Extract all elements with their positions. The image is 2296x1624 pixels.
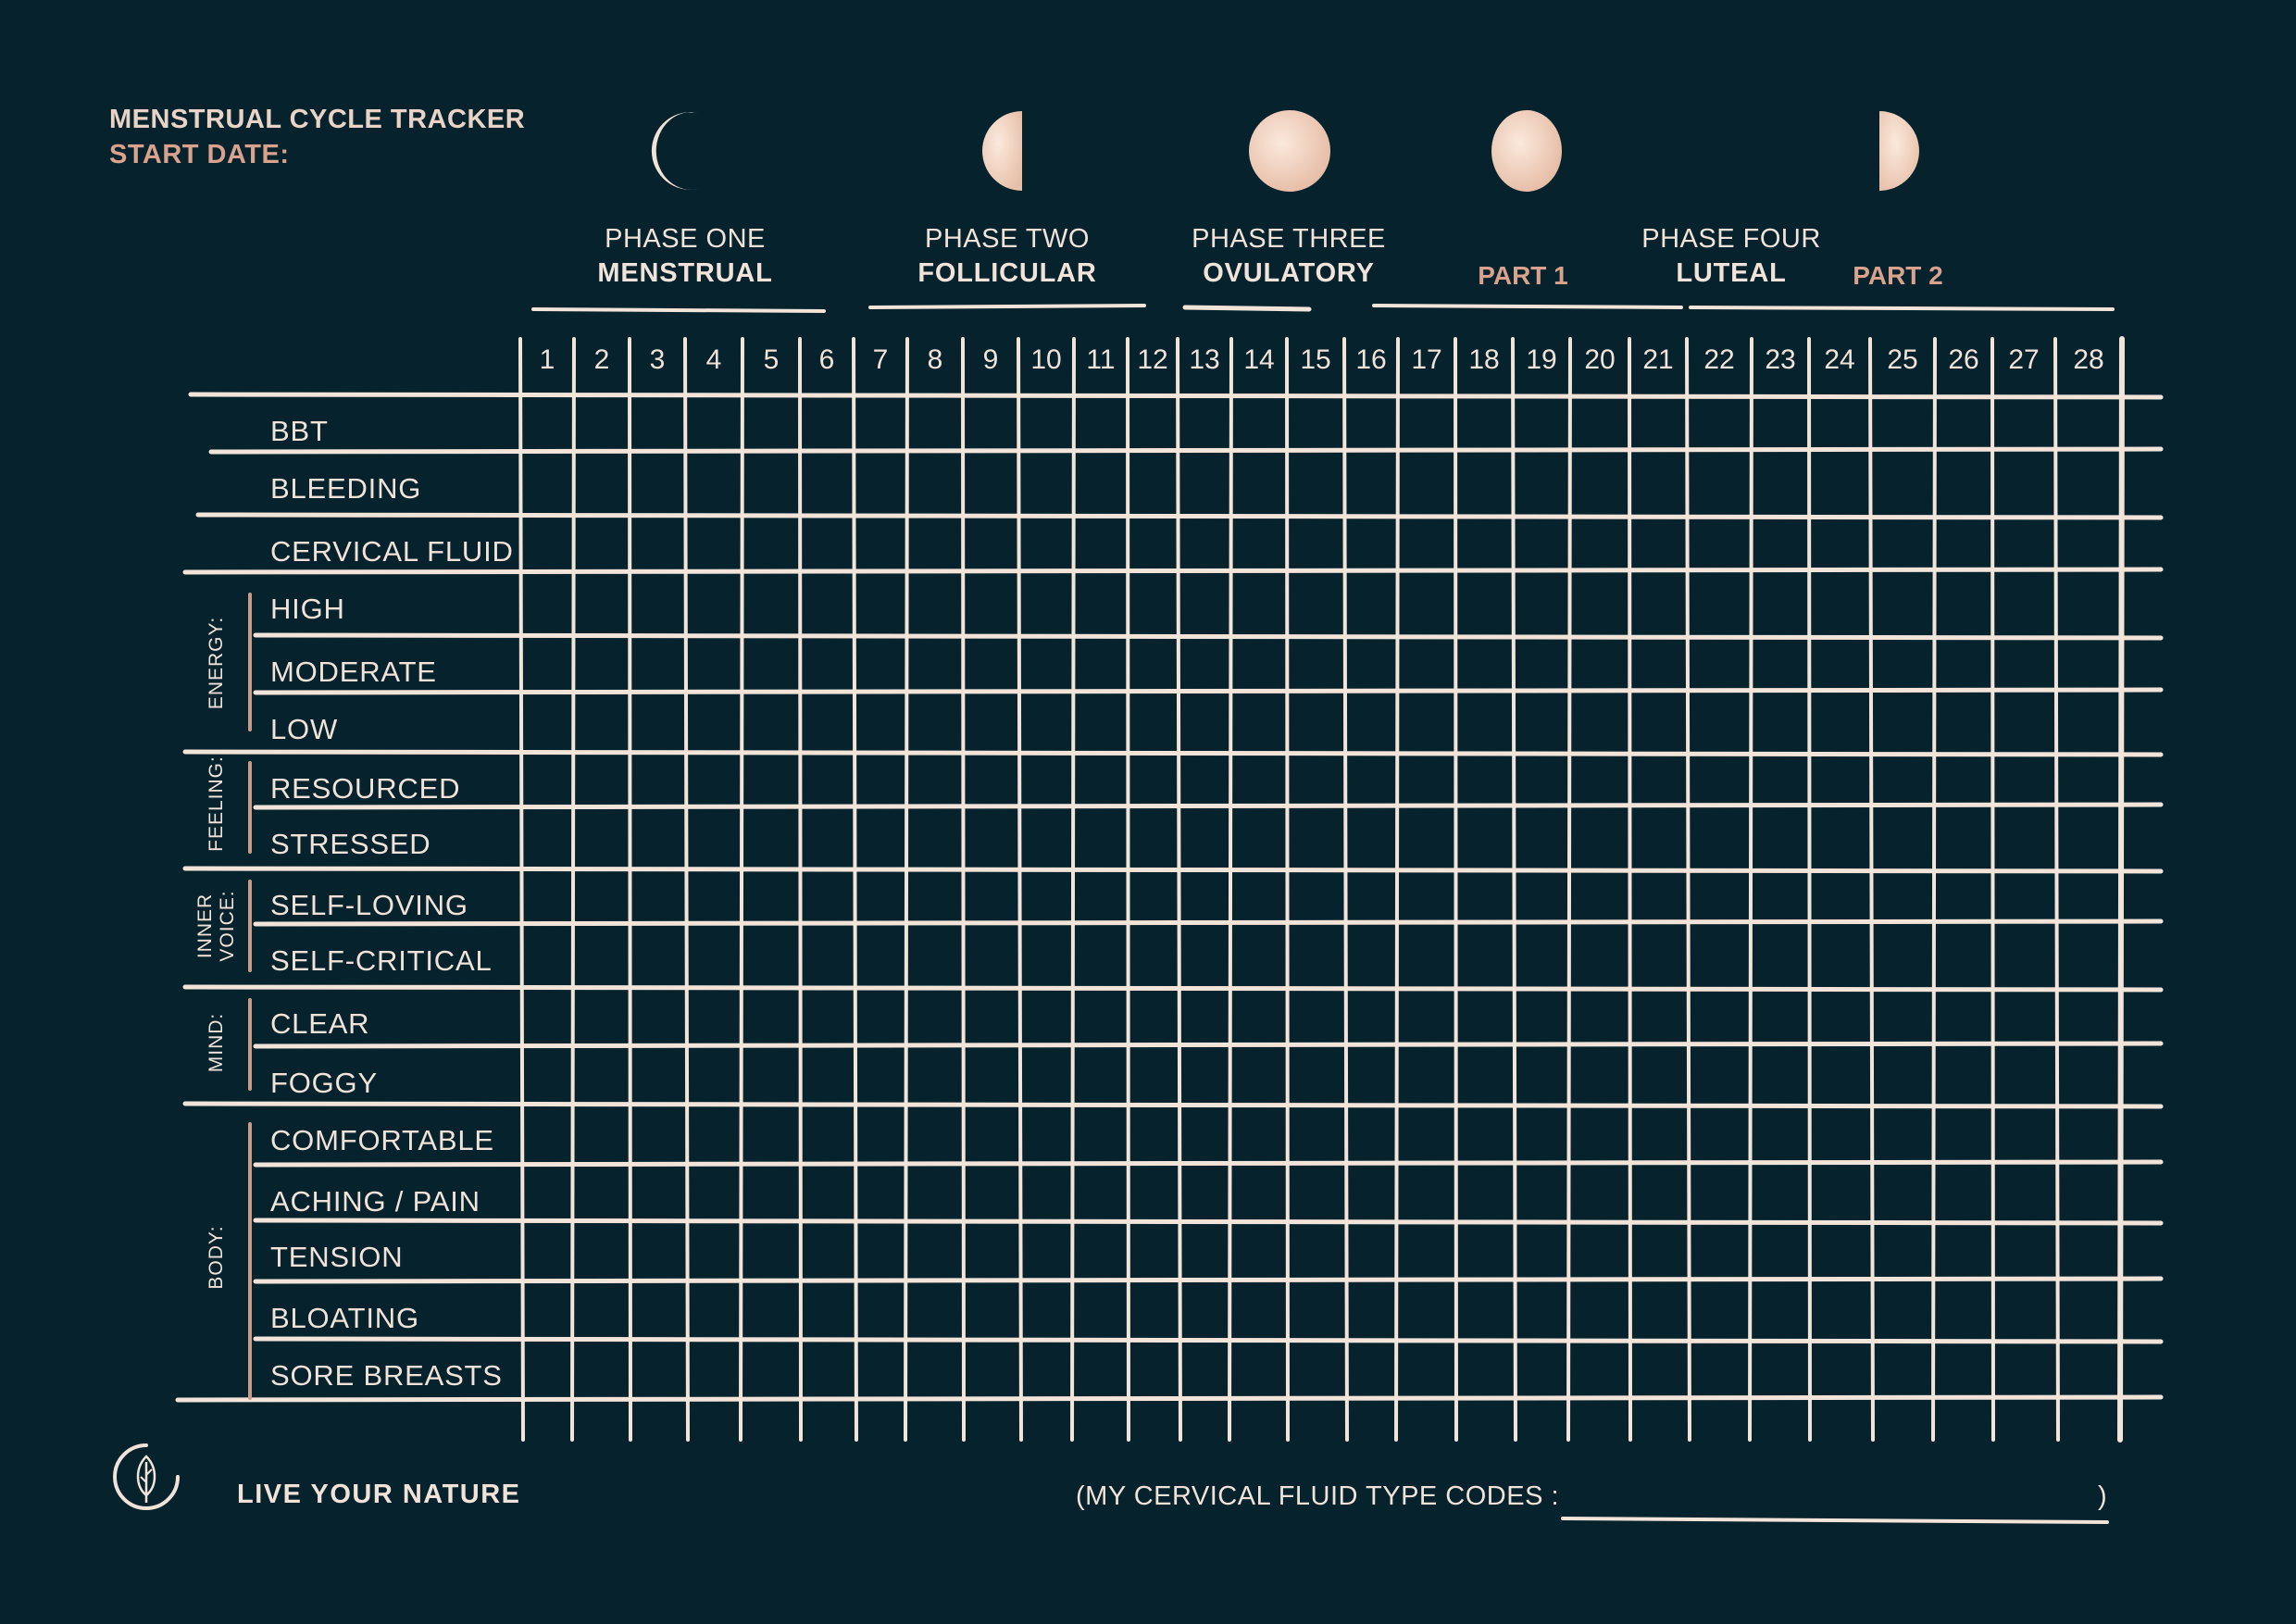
grid-column-line <box>800 339 801 1440</box>
cervical-fluid-codes-underline <box>1563 1518 2107 1522</box>
grid-row-line <box>256 1220 2161 1223</box>
grid-row-line <box>185 987 2161 990</box>
grid-column-line <box>1513 339 1516 1440</box>
group-bracket-feeling <box>248 761 252 854</box>
group-label-inner-voice-2: VOICE: <box>217 890 238 962</box>
day-number: 8 <box>927 344 943 375</box>
row-label: SELF-LOVING <box>270 889 468 921</box>
day-number: 12 <box>1137 344 1168 375</box>
day-number: 20 <box>1584 344 1616 375</box>
group-label-inner-voice-1: INNER <box>194 893 216 959</box>
group-bracket-mind <box>248 998 252 1091</box>
grid-row-line <box>256 1043 2161 1046</box>
grid-column-line <box>1229 339 1231 1440</box>
grid-column-line <box>1287 339 1288 1440</box>
group-label-mind: MIND: <box>206 1012 227 1073</box>
grid-row-line <box>256 690 2161 693</box>
grid-column-line <box>2120 339 2122 1440</box>
grid-column-line <box>741 339 742 1440</box>
grid-column-line <box>572 339 574 1440</box>
grid-column-line <box>685 339 688 1440</box>
row-label: COMFORTABLE <box>270 1124 494 1156</box>
grid-row-line <box>256 921 2161 924</box>
day-number: 1 <box>539 344 555 375</box>
phase-one-number: PHASE ONE <box>605 224 766 254</box>
phase-three-number: PHASE THREE <box>1192 224 1386 254</box>
grid-row-line <box>185 1104 2161 1106</box>
page-title: MENSTRUAL CYCLE TRACKER <box>109 105 526 134</box>
grid-row-line <box>256 1162 2161 1165</box>
day-number: 11 <box>1086 344 1116 375</box>
grid-row-line <box>185 569 2161 572</box>
phase-four-name: LUTEAL <box>1676 258 1787 288</box>
day-number: 26 <box>1948 344 1979 375</box>
part-two-label: PART 2 <box>1853 261 1943 290</box>
grid-row-line <box>256 805 2161 807</box>
brand-name: LIVE YOUR NATURE <box>237 1480 521 1509</box>
phase-three-underline <box>1185 307 1309 309</box>
group-bracket-body <box>248 1122 252 1400</box>
grid-column-line <box>1072 339 1074 1440</box>
row-label: HIGH <box>270 593 345 625</box>
row-label: SORE BREASTS <box>270 1359 503 1392</box>
grid-column-line <box>1809 339 1810 1440</box>
day-number: 23 <box>1765 344 1796 375</box>
day-number: 27 <box>2008 344 2040 375</box>
grid-column-line <box>1870 339 1873 1440</box>
cervical-fluid-codes-close: ) <box>2098 1481 2107 1511</box>
row-label: FOGGY <box>270 1067 378 1099</box>
grid-column-line <box>1568 339 1570 1440</box>
leaf-logo-icon <box>109 1440 183 1514</box>
phase-three-name: OVULATORY <box>1203 258 1375 288</box>
row-label: BLOATING <box>270 1302 419 1334</box>
grid-column-line <box>854 339 856 1440</box>
grid-column-line <box>1178 339 1180 1440</box>
row-label: BBT <box>270 415 329 447</box>
row-label: TENSION <box>270 1241 404 1273</box>
row-label: CLEAR <box>270 1007 370 1040</box>
grid-column-line <box>1128 339 1129 1440</box>
grid-column-line <box>963 339 964 1440</box>
row-label: BLEEDING <box>270 472 422 505</box>
row-label: CERVICAL FLUID <box>270 535 514 568</box>
phase-one-name: MENSTRUAL <box>597 258 773 288</box>
grid-column-line <box>1629 339 1630 1440</box>
group-bracket-energy <box>248 593 252 731</box>
row-label: LOW <box>270 713 339 745</box>
grid-column-line <box>905 339 907 1440</box>
day-number: 16 <box>1355 344 1387 375</box>
day-number: 19 <box>1526 344 1557 375</box>
day-number: 6 <box>818 344 835 375</box>
day-number: 22 <box>1703 344 1735 375</box>
phase-four-part-one-underline <box>1374 306 1681 307</box>
grid-row-line <box>198 515 2161 518</box>
phase-four-number: PHASE FOUR <box>1641 224 1821 254</box>
day-number: 7 <box>872 344 889 375</box>
group-label-energy: ENERGY: <box>206 616 227 710</box>
day-number: 5 <box>763 344 780 375</box>
row-label: ACHING / PAIN <box>270 1185 480 1218</box>
phase-four-part-two-underline <box>1691 307 2113 309</box>
group-label-body: BODY: <box>206 1225 227 1290</box>
day-number: 10 <box>1030 344 1062 375</box>
day-number: 9 <box>982 344 999 375</box>
grid-column-line <box>1344 339 1347 1440</box>
grid-column-line <box>1455 339 1456 1440</box>
day-number: 13 <box>1189 344 1220 375</box>
grid-row-line <box>191 394 2161 397</box>
row-label: SELF-CRITICAL <box>270 944 493 977</box>
grid-column-line <box>1750 339 1752 1440</box>
grid-row-line <box>256 1339 2161 1342</box>
grid-column-line <box>1687 339 1690 1440</box>
day-number: 24 <box>1824 344 1855 375</box>
day-number: 3 <box>649 344 666 375</box>
row-label: MODERATE <box>270 656 437 688</box>
grid-column-line <box>1933 339 1935 1440</box>
phase-one-underline <box>533 309 824 311</box>
day-number: 2 <box>593 344 610 375</box>
phase-two-underline <box>870 306 1144 307</box>
grid-column-line <box>1018 339 1021 1440</box>
row-label: STRESSED <box>270 828 431 860</box>
day-number: 25 <box>1887 344 1918 375</box>
grid-column-line <box>520 339 523 1440</box>
group-label-feeling: FEELING: <box>206 756 227 852</box>
cervical-fluid-codes-label: (MY CERVICAL FLUID TYPE CODES : <box>1076 1481 1560 1511</box>
grid-row-line <box>185 752 2161 755</box>
day-number: 21 <box>1642 344 1674 375</box>
phase-two-name: FOLLICULAR <box>917 258 1097 288</box>
grid-row-line <box>256 1279 2161 1281</box>
grid-row-line <box>185 868 2161 871</box>
day-number: 17 <box>1411 344 1442 375</box>
phase-two-number: PHASE TWO <box>925 224 1090 254</box>
grid-row-line <box>256 635 2161 638</box>
grid-row-line <box>211 449 2161 452</box>
start-date-label: START DATE: <box>109 140 290 169</box>
row-label: RESOURCED <box>270 772 461 805</box>
day-number: 15 <box>1300 344 1331 375</box>
day-number: 28 <box>2073 344 2104 375</box>
day-number: 18 <box>1468 344 1500 375</box>
grid-column-line <box>1992 339 1993 1440</box>
part-one-label: PART 1 <box>1478 261 1568 290</box>
grid-column-line <box>2055 339 2058 1440</box>
group-bracket-inner-voice <box>248 880 252 972</box>
grid-row-line <box>178 1397 2161 1400</box>
day-number: 14 <box>1243 344 1275 375</box>
day-number: 4 <box>705 344 722 375</box>
grid-column-line <box>1396 339 1398 1440</box>
